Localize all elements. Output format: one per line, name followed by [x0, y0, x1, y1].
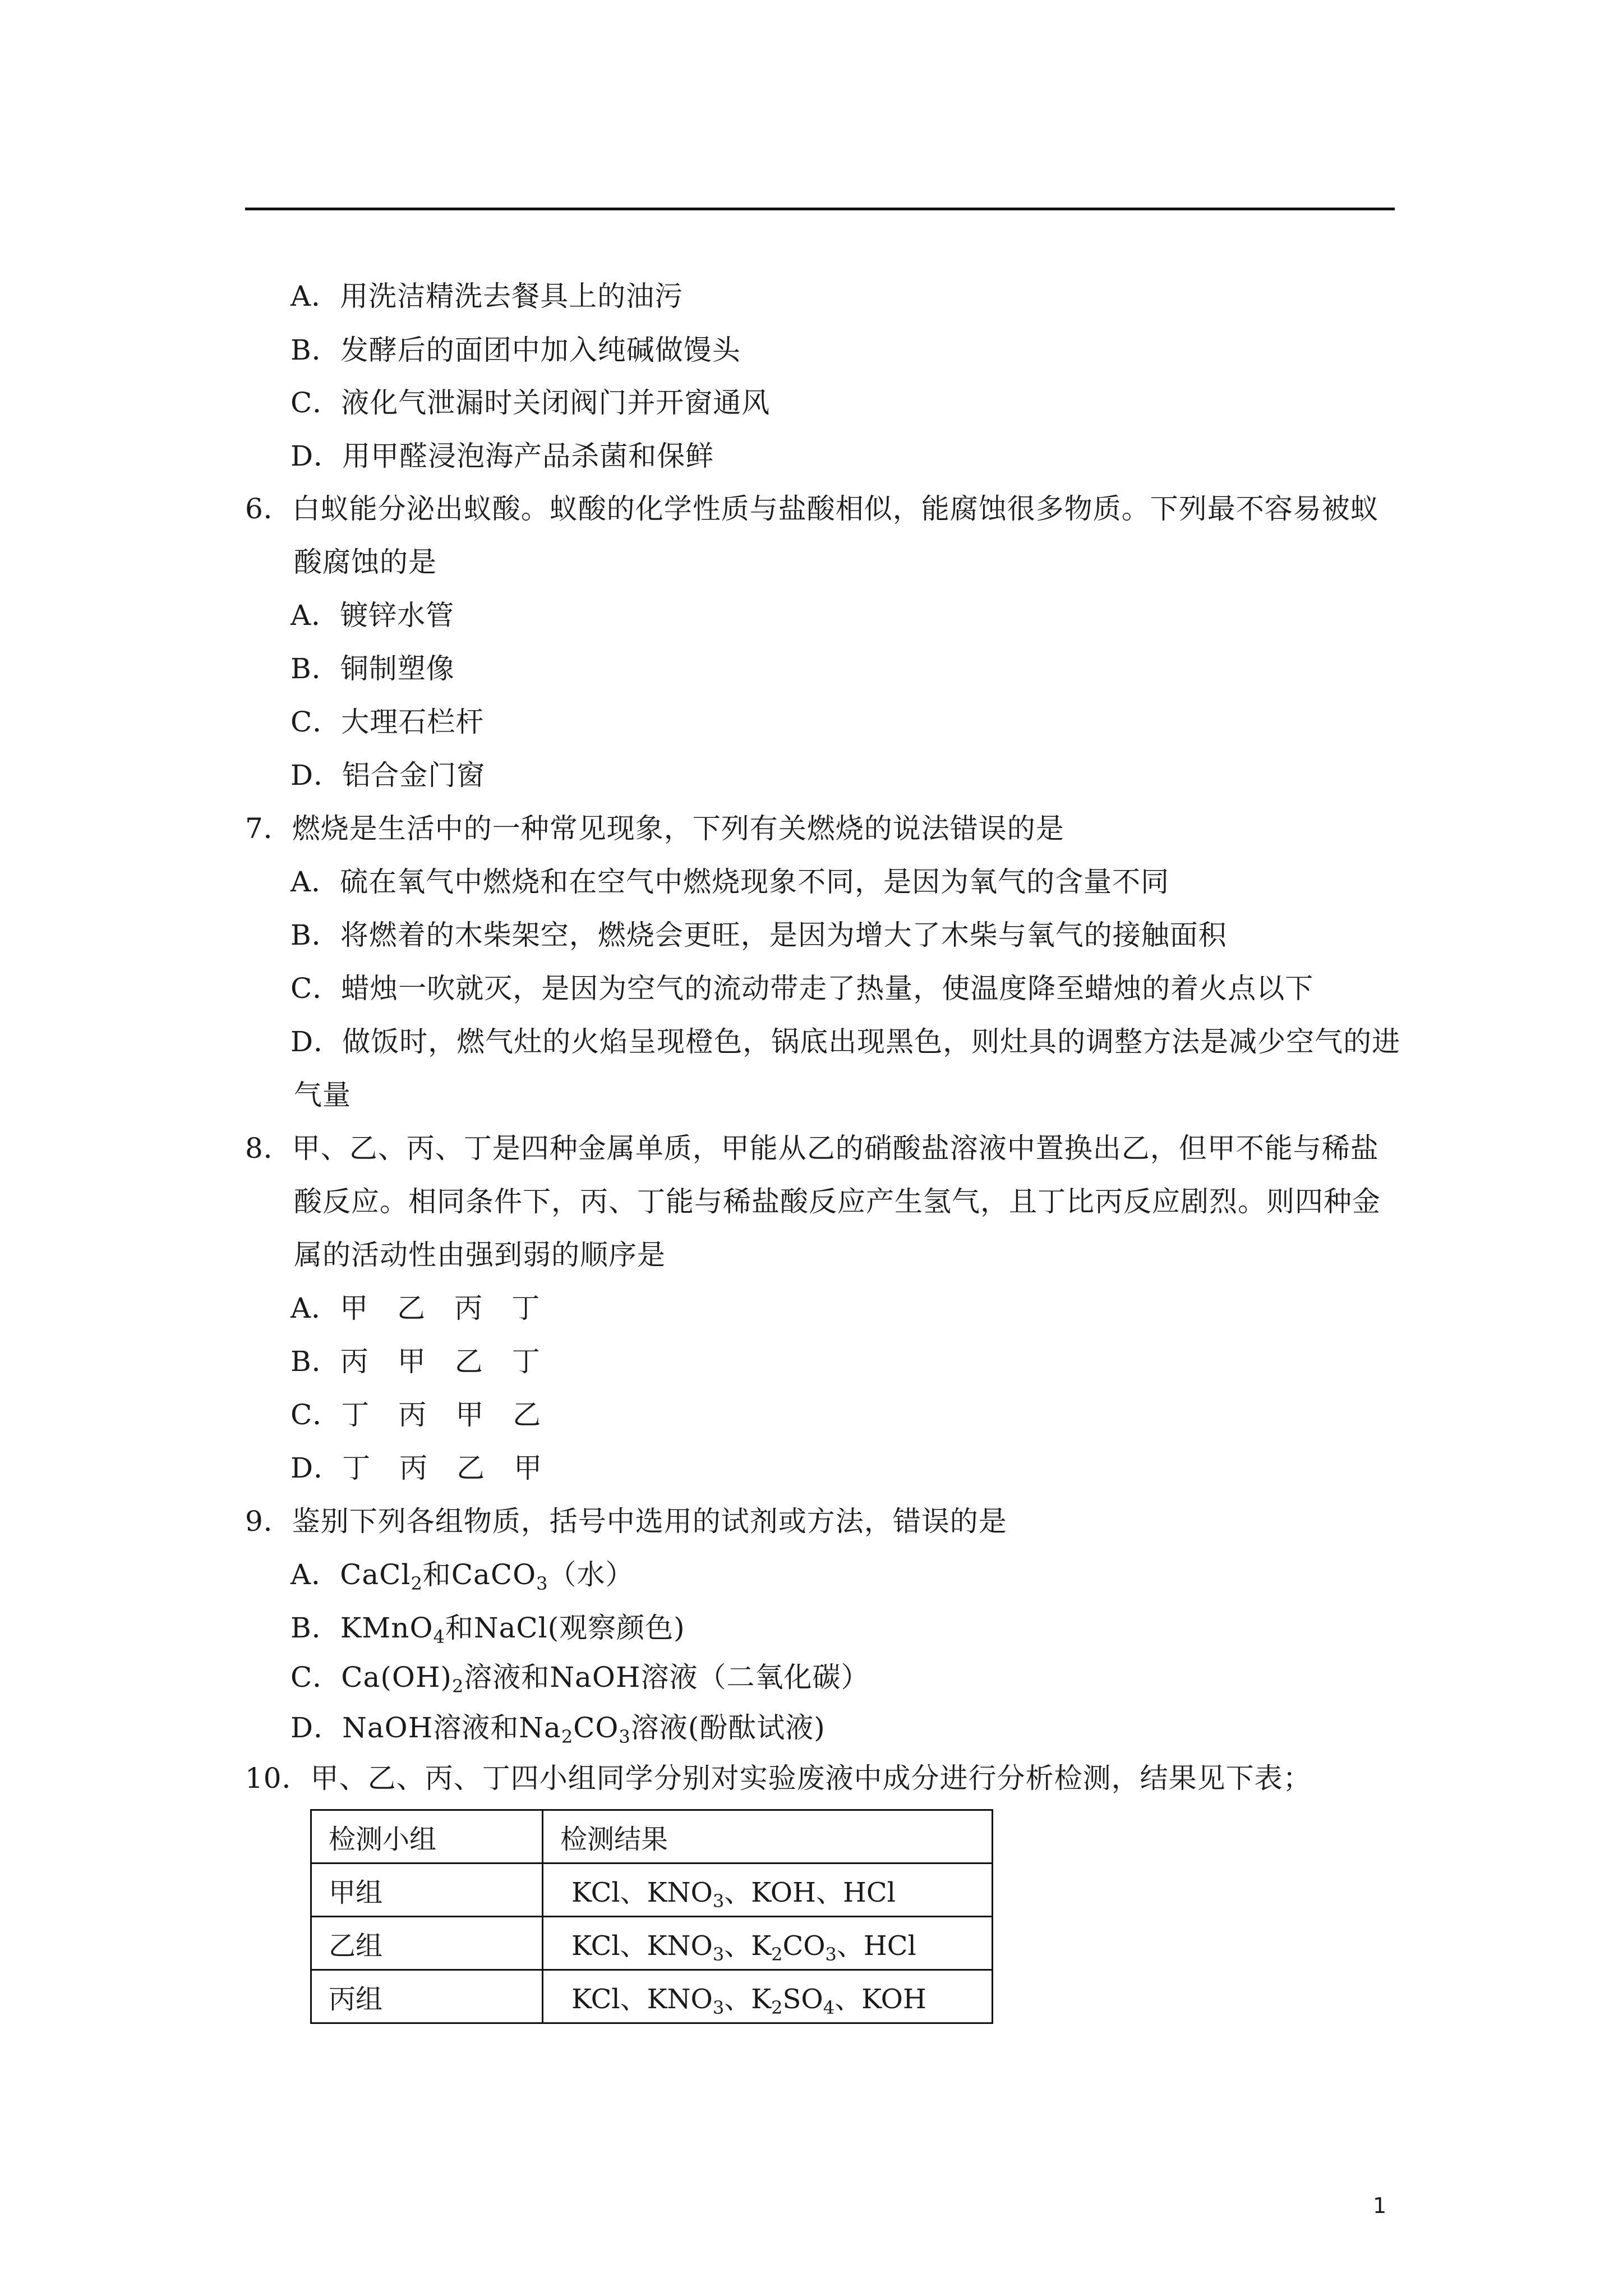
q9-option-c: C．$Ca(OH)_2$溶液和NaOH溶液（二氧化碳） [291, 1661, 870, 1697]
q5-option-d: D．用甲醛浸泡海产品杀菌和保鲜 [291, 440, 714, 472]
q8-stem-cont-1: 酸反应。相同条件下，丙、丁能与稀盐酸反应产生氢气，且丁比丙反应剧烈。则四种金 [294, 1185, 1381, 1218]
q7-option-d-cont: 气量 [294, 1079, 351, 1111]
q8-option-d: D．丁 丙 乙 甲 [291, 1452, 543, 1484]
q8-option-c: C．丁 丙 甲 乙 [291, 1398, 542, 1431]
q6-option-a: A．镀锌水管 [291, 599, 455, 632]
table-row [311, 1864, 993, 1917]
q6-option-c: C．大理石栏杆 [291, 706, 485, 738]
page-number: 1 [1373, 2193, 1387, 2218]
q7-option-d: D．做饭时，燃气灶的火焰呈现橙色，锅底出现黑色，则灶具的调整方法是减少空气的进 [291, 1025, 1401, 1058]
q7-option-a: A．硫在氧气中燃烧和在空气中燃烧现象不同，是因为氧气的含量不同 [291, 866, 1170, 898]
q8-option-a: A．甲 乙 丙 丁 [291, 1292, 541, 1324]
q8-stem: 8．甲、乙、丙、丁是四种金属单质，甲能从乙的硝酸盐溶液中置换出乙，但甲不能与稀盐 [245, 1132, 1379, 1165]
q6-stem-cont: 酸腐蚀的是 [294, 546, 437, 578]
q5-option-b: B．发酵后的面团中加入纯碱做馒头 [291, 334, 741, 366]
q7-option-b: B．将燃着的木柴架空，燃烧会更旺，是因为增大了木柴与氧气的接触面积 [291, 919, 1227, 951]
table-row [311, 1917, 993, 1970]
q8-option-b: B．丙 甲 乙 丁 [291, 1345, 541, 1378]
q7-stem: 7．燃烧是生活中的一种常见现象，下列有关燃烧的说法错误的是 [245, 812, 1064, 845]
q6-stem: 6．白蚁能分泌出蚁酸。蚁酸的化学性质与盐酸相似，能腐蚀很多物质。下列最不容易被蚁 [245, 493, 1379, 525]
table-header-group: 检测小组 [311, 1810, 543, 1864]
q6-option-d: D．铝合金门窗 [291, 759, 486, 792]
table-cell-group: 甲组 [311, 1864, 543, 1917]
q10-stem: 10．甲、乙、丙、丁四小组同学分别对实验废液中成分进行分析检测，结果见下表； [245, 1762, 1312, 1795]
table-header-result: 检测结果 [543, 1810, 993, 1864]
q9-option-b: B．KMnO$_4$和NaCl(观察颜色) [291, 1612, 685, 1648]
header-rule [245, 208, 1395, 210]
table-row [311, 1970, 993, 2023]
q5-option-a: A．用洗洁精洗去餐具上的油污 [291, 280, 684, 312]
results-table [310, 1809, 993, 2024]
q5-option-c: C．液化气泄漏时关闭阀门并开窗通风 [291, 386, 771, 419]
table-cell-group: 丙组 [311, 1970, 543, 2023]
q7-option-c: C．蜡烛一吹就灭，是因为空气的流动带走了热量，使温度降至蜡烛的着火点以下 [291, 972, 1314, 1005]
q9-option-d: D．NaOH溶液和$Na_2CO_3$溶液(酚酞试液) [291, 1711, 826, 1747]
q9-option-a: A．CaCl$_2$和CaCO$_3$（水） [291, 1558, 634, 1594]
table-cell-result: KCl、$KNO_3$、KOH、HCl [543, 1864, 993, 1917]
table-cell-result: KCl、$KNO_3$、$K_2CO_3$、HCl [543, 1917, 993, 1970]
q9-stem: 9．鉴别下列各组物质，括号中选用的试剂或方法，错误的是 [245, 1505, 1007, 1538]
q6-option-b: B．铜制塑像 [291, 652, 455, 685]
table-header-row [311, 1810, 993, 1864]
table-cell-result: KCl、$KNO_3$、$K_2SO_4$、KOH [543, 1970, 993, 2023]
table-cell-group: 乙组 [311, 1917, 543, 1970]
q8-stem-cont-2: 属的活动性由强到弱的顺序是 [294, 1239, 666, 1271]
